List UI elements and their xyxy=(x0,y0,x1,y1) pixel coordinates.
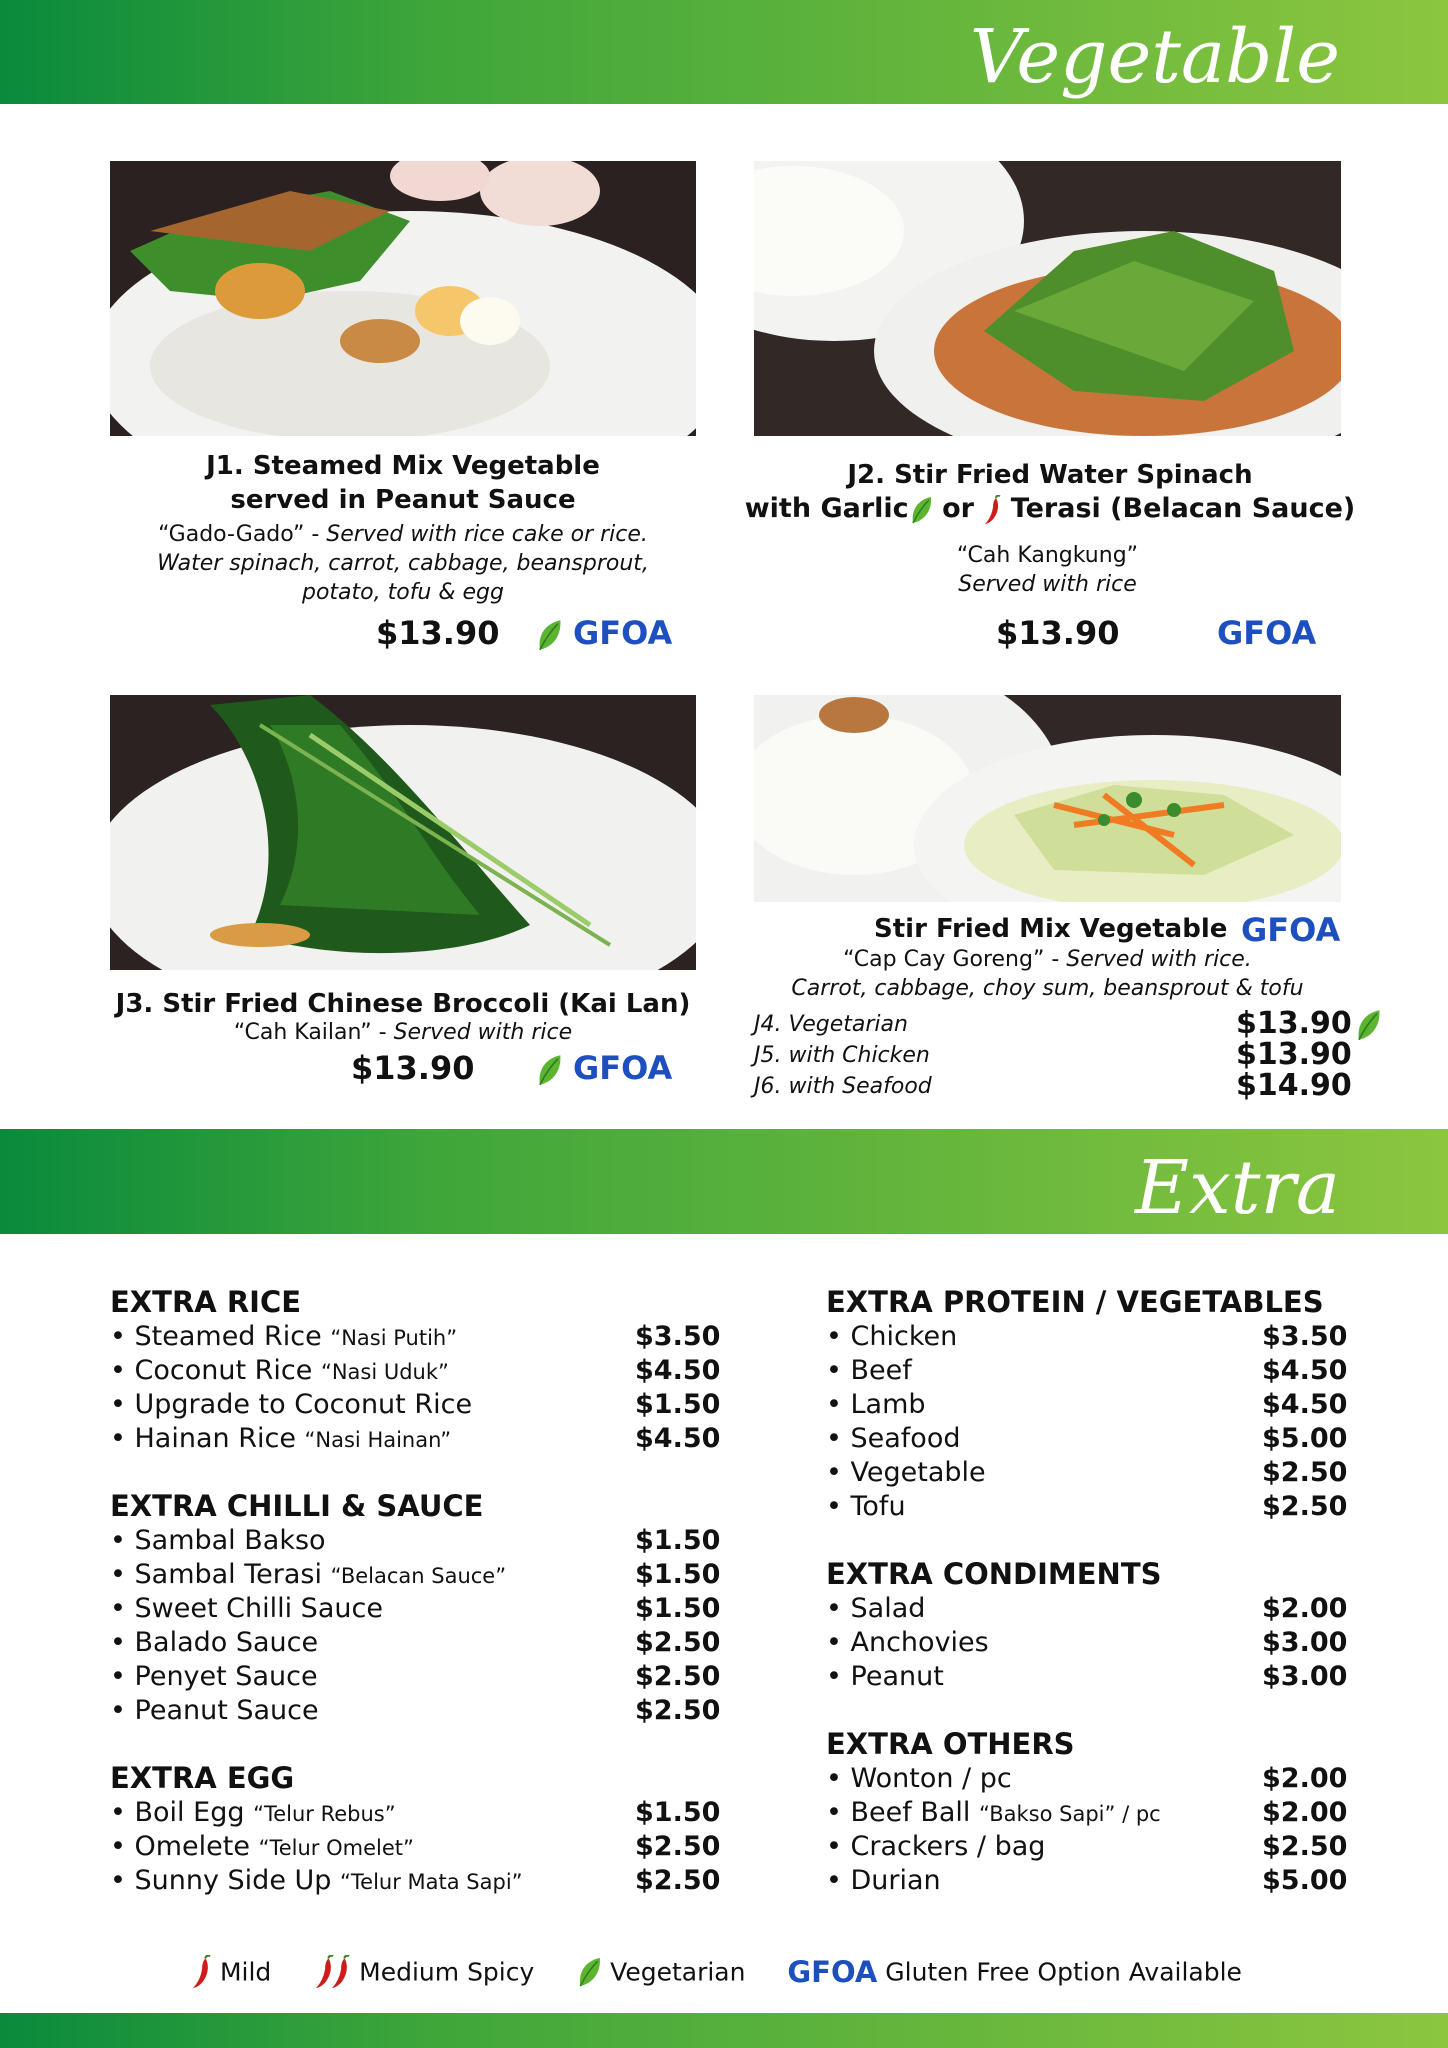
item-name: • Boil Egg xyxy=(110,1797,245,1828)
list-item xyxy=(826,1660,1386,1694)
extra-protein-heading: EXTRA PROTEIN / VEGETABLES xyxy=(826,1285,1324,1319)
list-item xyxy=(826,1592,1386,1626)
dish-j2-price: $13.90 xyxy=(996,614,1120,652)
vegetarian-leaf-icon xyxy=(909,495,933,525)
dish-j2-title-line1: J2. Stir Fried Water Spinach xyxy=(847,460,1253,490)
item-name: • Coconut Rice xyxy=(110,1355,313,1386)
item-price: $4.50 xyxy=(635,1423,721,1454)
extra-chilli-heading: EXTRA CHILLI & SAUCE xyxy=(110,1489,484,1523)
variant-name: J6. with Seafood xyxy=(754,1074,932,1099)
item-price: $1.50 xyxy=(635,1593,721,1624)
vegetable-banner xyxy=(0,0,1448,104)
item-name: • Crackers / bag xyxy=(826,1831,1046,1862)
item-price: $3.00 xyxy=(1262,1627,1348,1658)
list-item xyxy=(110,1592,750,1626)
dish-j3-title xyxy=(100,987,706,1021)
item-name: • Chicken xyxy=(826,1321,958,1352)
list-item xyxy=(826,1456,1386,1490)
item-price: $3.50 xyxy=(635,1321,721,1352)
list-item xyxy=(110,1796,750,1830)
item-price: $1.50 xyxy=(635,1797,721,1828)
dish-j4-photo xyxy=(754,695,1341,902)
list-item xyxy=(110,1660,750,1694)
item-name: • Upgrade to Coconut Rice xyxy=(110,1389,473,1420)
list-item xyxy=(110,1354,750,1388)
item-price: $2.00 xyxy=(1262,1593,1348,1624)
dish-j2-description xyxy=(754,541,1341,599)
list-item xyxy=(110,1422,750,1456)
item-price: $2.50 xyxy=(1262,1457,1348,1488)
extra-condiments-section xyxy=(826,1556,1386,1694)
chili-icon xyxy=(329,1955,351,1989)
item-price: $3.50 xyxy=(1262,1321,1348,1352)
legend-vegetarian: Vegetarian xyxy=(610,1957,746,1987)
item-price: $5.00 xyxy=(1262,1865,1348,1896)
extra-egg-section xyxy=(110,1760,750,1898)
variant-price: $13.90 xyxy=(1236,1006,1352,1041)
dish-j3-title-line1: J3. Stir Fried Chinese Broccoli (Kai Lan) xyxy=(115,989,691,1019)
item-name: • Omelete xyxy=(110,1831,250,1862)
extra-protein-section xyxy=(826,1284,1386,1524)
list-item xyxy=(826,1422,1386,1456)
dish-variant-list xyxy=(754,1006,1354,1103)
item-note: “Telur Rebus” xyxy=(253,1802,396,1826)
item-price: $2.50 xyxy=(635,1865,721,1896)
extra-others-heading: EXTRA OTHERS xyxy=(826,1727,1075,1761)
item-price: $2.50 xyxy=(1262,1831,1348,1862)
dish-j2-title xyxy=(740,458,1360,526)
list-item xyxy=(110,1558,750,1592)
dish-j4-gfoa: GFOA xyxy=(1241,911,1341,949)
legend-gfoa: GFOA xyxy=(787,1955,878,1989)
item-name: • Penyet Sauce xyxy=(110,1661,318,1692)
item-name: • Hainan Rice xyxy=(110,1423,296,1454)
chili-icon xyxy=(190,1955,212,1989)
item-name: • Sweet Chilli Sauce xyxy=(110,1593,383,1624)
list-item xyxy=(826,1490,1386,1524)
item-price: $1.50 xyxy=(635,1525,721,1556)
item-name: • Tofu xyxy=(826,1491,906,1522)
list-item xyxy=(826,1762,1386,1796)
dish-j1-photo xyxy=(110,161,696,436)
variant-price: $13.90 xyxy=(1236,1037,1352,1072)
item-price: $2.50 xyxy=(635,1831,721,1862)
dish-j3-photo xyxy=(110,695,696,970)
item-price: $4.50 xyxy=(1262,1355,1348,1386)
dish-j1-price: $13.90 xyxy=(376,614,500,652)
vegetarian-leaf-icon xyxy=(535,618,563,652)
dish-j4-desc-line2: Carrot, cabbage, choy sum, beansprout & tofu xyxy=(791,976,1304,1001)
dish-j4-title-line1: Stir Fried Mix Vegetable xyxy=(874,914,1228,944)
variant-name: J4. Vegetarian xyxy=(754,1012,908,1037)
extra-rice-heading: EXTRA RICE xyxy=(110,1285,302,1319)
list-item xyxy=(110,1524,750,1558)
list-item xyxy=(826,1864,1386,1898)
bottom-bar xyxy=(0,2013,1448,2048)
vegetarian-leaf-icon xyxy=(576,1955,602,1989)
list-item xyxy=(110,1694,750,1728)
legend xyxy=(190,1955,1242,1995)
dish-j2-title-with: with Garlic xyxy=(744,493,909,524)
dish-j3-desc-line1: Served with rice xyxy=(393,1020,573,1045)
item-name: • Durian xyxy=(826,1865,941,1896)
item-price: $5.00 xyxy=(1262,1423,1348,1454)
item-note: “Telur Omelet” xyxy=(258,1836,414,1860)
item-price: $2.50 xyxy=(635,1695,721,1726)
item-name: • Peanut xyxy=(826,1661,944,1692)
dish-j1-description xyxy=(110,520,696,607)
item-price: $2.50 xyxy=(635,1661,721,1692)
item-price: $2.50 xyxy=(1262,1491,1348,1522)
item-price: $3.00 xyxy=(1262,1661,1348,1692)
variant-name: J5. with Chicken xyxy=(754,1043,930,1068)
item-name: • Balado Sauce xyxy=(110,1627,319,1658)
legend-mild: Mild xyxy=(219,1957,272,1987)
dish-j1-desc-line1: Served with rice cake or rice. xyxy=(326,522,648,547)
dish-j2-local-name: “Cah Kangkung” xyxy=(956,543,1139,568)
list-item xyxy=(826,1388,1386,1422)
dish-j3-local-name: “Cah Kailan” - xyxy=(233,1020,387,1045)
item-name: • Vegetable xyxy=(826,1457,986,1488)
dish-j2-desc-line1: Served with rice xyxy=(958,572,1137,597)
item-price: $4.50 xyxy=(635,1355,721,1386)
item-price: $4.50 xyxy=(1262,1389,1348,1420)
item-price: $1.50 xyxy=(635,1389,721,1420)
chili-icon xyxy=(983,495,1001,525)
extra-banner-title: Extra xyxy=(1135,1145,1340,1231)
dish-j2-title-end: Terasi (Belacan Sauce) xyxy=(1010,493,1356,524)
item-name: • Sunny Side Up xyxy=(110,1865,332,1896)
dish-j1-local-name: “Gado-Gado” - xyxy=(158,522,320,547)
list-item xyxy=(110,1864,750,1898)
list-item xyxy=(826,1830,1386,1864)
dish-j4-description xyxy=(740,945,1355,1003)
dish-j2-gfoa: GFOA xyxy=(1217,614,1317,652)
item-name: • Beef Ball xyxy=(826,1797,971,1828)
list-item xyxy=(110,1830,750,1864)
extra-chilli-section xyxy=(110,1488,750,1728)
variant-price: $14.90 xyxy=(1236,1068,1352,1103)
dish-j1-gfoa: GFOA xyxy=(573,614,673,652)
vegetarian-leaf-icon xyxy=(1354,1008,1382,1042)
extra-others-section xyxy=(826,1726,1386,1898)
item-name: • Anchovies xyxy=(826,1627,989,1658)
item-price: $2.00 xyxy=(1262,1763,1348,1794)
dish-j2-title-or: or xyxy=(942,493,974,524)
item-name: • Beef xyxy=(826,1355,912,1386)
dish-j1-desc-line2: Water spinach, carrot, cabbage, beansprout, xyxy=(157,551,649,576)
list-item xyxy=(110,1388,750,1422)
variant-row xyxy=(754,1068,1354,1103)
extra-banner xyxy=(0,1129,1448,1234)
item-name: • Lamb xyxy=(826,1389,926,1420)
item-name: • Wonton / pc xyxy=(826,1763,1012,1794)
dish-j2-photo xyxy=(754,161,1341,436)
list-item xyxy=(826,1320,1386,1354)
dish-j3-price: $13.90 xyxy=(351,1049,475,1087)
item-note: “Nasi Putih” xyxy=(330,1326,458,1350)
list-item xyxy=(826,1626,1386,1660)
dish-j1-title xyxy=(110,449,696,517)
item-note: “Nasi Uduk” xyxy=(320,1360,449,1384)
extra-condiments-heading: EXTRA CONDIMENTS xyxy=(826,1557,1162,1591)
item-price: $2.50 xyxy=(635,1627,721,1658)
legend-medium: Medium Spicy xyxy=(359,1957,535,1987)
item-note: “Nasi Hainan” xyxy=(304,1428,452,1452)
vegetarian-leaf-icon xyxy=(535,1053,563,1087)
list-item xyxy=(110,1320,750,1354)
extra-egg-heading: EXTRA EGG xyxy=(110,1761,295,1795)
item-note: “Bakso Sapi” / pc xyxy=(979,1802,1161,1826)
dish-j3-description xyxy=(110,1018,696,1047)
dish-j1-desc-line3: potato, tofu & egg xyxy=(302,580,504,605)
list-item xyxy=(826,1796,1386,1830)
item-name: • Peanut Sauce xyxy=(110,1695,319,1726)
list-item xyxy=(110,1626,750,1660)
dish-j1-title-line2: served in Peanut Sauce xyxy=(230,485,576,515)
legend-gfoa-desc: Gluten Free Option Available xyxy=(885,1957,1242,1987)
dish-j4-local-name: “Cap Cay Goreng” - xyxy=(843,947,1060,972)
item-name: • Seafood xyxy=(826,1423,961,1454)
vegetable-banner-title: Vegetable xyxy=(969,14,1340,100)
dish-j3-gfoa: GFOA xyxy=(573,1049,673,1087)
list-item xyxy=(826,1354,1386,1388)
item-name: • Salad xyxy=(826,1593,926,1624)
dish-j1-title-line1: J1. Steamed Mix Vegetable xyxy=(206,451,600,481)
item-name: • Sambal Bakso xyxy=(110,1525,326,1556)
extra-rice-section xyxy=(110,1284,750,1456)
item-name: • Steamed Rice xyxy=(110,1321,322,1352)
item-name: • Sambal Terasi xyxy=(110,1559,322,1590)
item-price: $2.00 xyxy=(1262,1797,1348,1828)
item-price: $1.50 xyxy=(635,1559,721,1590)
item-note: “Belacan Sauce” xyxy=(330,1564,507,1588)
item-note: “Telur Mata Sapi” xyxy=(340,1870,523,1894)
dish-j4-desc-line1: Served with rice. xyxy=(1066,947,1252,972)
